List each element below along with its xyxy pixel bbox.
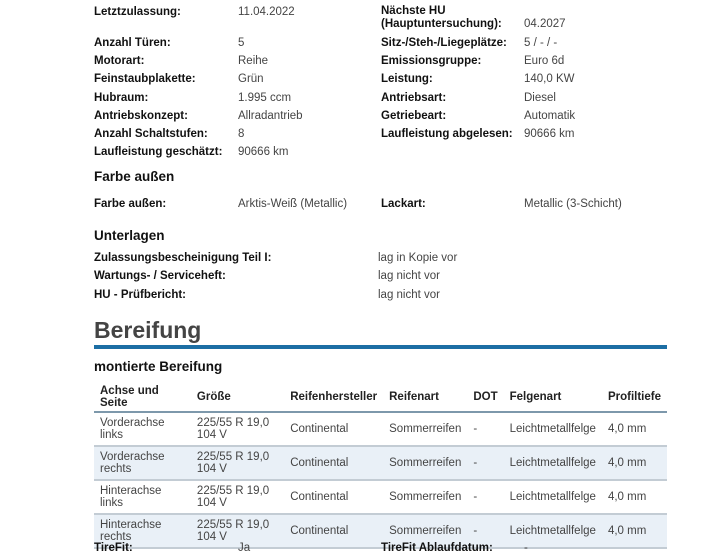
label-naechste-hu-2: (Hauptuntersuchung): xyxy=(381,18,502,30)
documents-heading: Unterlagen xyxy=(94,228,165,243)
tires-subheading: montierte Bereifung xyxy=(94,359,223,374)
label-lackart: Lackart: xyxy=(381,198,426,210)
cell-reifenart: Sommerreifen xyxy=(383,446,467,480)
label-anzahl-tueren: Anzahl Türen: xyxy=(94,37,171,49)
color-heading: Farbe außen xyxy=(94,169,175,184)
cell-felgenart: Leichtmetallfelge xyxy=(504,446,602,480)
label-zulassungsbescheinigung: Zulassungsbescheinigung Teil I: xyxy=(94,252,272,264)
cell-achse: Hinterachse rechts xyxy=(94,514,191,548)
cell-reifenart: Sommerreifen xyxy=(383,412,467,446)
table-header-row xyxy=(94,383,667,412)
col-dot: DOT xyxy=(467,383,503,412)
value-tirefit-ablaufdatum: - xyxy=(524,542,528,554)
cell-groesse: 225/55 R 19,0 104 V xyxy=(191,446,284,480)
value-anzahl-tueren: 5 xyxy=(238,37,245,49)
cell-hersteller: Continental xyxy=(284,480,383,514)
value-letztzulassung: 11.04.2022 xyxy=(238,6,295,18)
label-sitzplaetze: Sitz-/Steh-/Liegeplätze: xyxy=(381,37,507,49)
cell-dot: - xyxy=(467,446,503,480)
value-naechste-hu: 04.2027 xyxy=(524,18,566,30)
col-hersteller: Reifenhersteller xyxy=(284,383,383,412)
value-antriebskonzept: Allradantrieb xyxy=(238,110,303,122)
cell-achse: Vorderachse rechts xyxy=(94,446,191,480)
value-getriebeart: Automatik xyxy=(524,110,576,122)
label-tirefit: TireFit: xyxy=(94,542,133,554)
col-profiltiefe: Profiltiefe xyxy=(602,383,667,412)
cell-felgenart: Leichtmetallfelge xyxy=(504,514,602,548)
label-antriebsart: Antriebsart: xyxy=(381,92,447,104)
label-anzahl-schaltstufen: Anzahl Schaltstufen: xyxy=(94,128,208,140)
cell-achse: Vorderachse links xyxy=(94,412,191,446)
value-feinstaubplakette: Grün xyxy=(238,73,264,85)
cell-achse: Hinterachse links xyxy=(94,480,191,514)
value-zulassungsbescheinigung: lag in Kopie vor xyxy=(378,252,458,264)
cell-groesse: 225/55 R 19,0 104 V xyxy=(191,412,284,446)
label-hubraum: Hubraum: xyxy=(94,92,149,104)
label-laufleistung-geschaetzt: Laufleistung geschätzt: xyxy=(94,146,223,158)
cell-profiltiefe: 4,0 mm xyxy=(602,412,667,446)
value-serviceheft: lag nicht vor xyxy=(378,270,441,282)
cell-hersteller: Continental xyxy=(284,446,383,480)
value-farbe-aussen: Arktis-Weiß (Metallic) xyxy=(238,198,348,210)
cell-reifenart: Sommerreifen xyxy=(383,514,467,548)
label-antriebskonzept: Antriebskonzept: xyxy=(94,110,188,122)
label-motorart: Motorart: xyxy=(94,55,145,67)
value-leistung: 140,0 KW xyxy=(524,73,575,85)
label-getriebeart: Getriebeart: xyxy=(381,110,447,122)
value-lackart: Metallic (3-Schicht) xyxy=(524,198,622,210)
label-serviceheft: Wartungs- / Serviceheft: xyxy=(94,270,226,282)
value-sitzplaetze: 5 / - / - xyxy=(524,37,558,49)
section-rule xyxy=(94,345,667,349)
value-motorart: Reihe xyxy=(238,55,269,67)
value-anzahl-schaltstufen: 8 xyxy=(238,128,245,140)
cell-hersteller: Continental xyxy=(284,514,383,548)
col-achse: Achse und Seite xyxy=(94,383,191,412)
cell-dot: - xyxy=(467,412,503,446)
col-groesse: Größe xyxy=(191,383,284,412)
tires-table xyxy=(94,383,667,549)
tires-heading: Bereifung xyxy=(94,317,202,343)
cell-felgenart: Leichtmetallfelge xyxy=(504,480,602,514)
cell-dot: - xyxy=(467,480,503,514)
cell-dot: - xyxy=(467,514,503,548)
cell-reifenart: Sommerreifen xyxy=(383,480,467,514)
cell-profiltiefe: 4,0 mm xyxy=(602,446,667,480)
col-reifenart: Reifenart xyxy=(383,383,467,412)
value-laufleistung-geschaetzt: 90666 km xyxy=(238,146,289,158)
value-hu-pruefbericht: lag nicht vor xyxy=(378,289,441,301)
value-antriebsart: Diesel xyxy=(524,92,556,104)
label-feinstaubplakette: Feinstaubplakette: xyxy=(94,73,196,85)
label-leistung: Leistung: xyxy=(381,73,433,85)
cell-groesse: 225/55 R 19,0 104 V xyxy=(191,514,284,548)
value-emissionsgruppe: Euro 6d xyxy=(524,55,565,67)
cell-hersteller: Continental xyxy=(284,412,383,446)
label-letztzulassung: Letztzulassung: xyxy=(94,6,181,18)
label-tirefit-ablaufdatum: TireFit Ablaufdatum: xyxy=(381,542,493,554)
cell-felgenart: Leichtmetallfelge xyxy=(504,412,602,446)
cell-profiltiefe: 4,0 mm xyxy=(602,514,667,548)
label-naechste-hu: Nächste HU xyxy=(381,5,446,17)
table-row xyxy=(94,446,667,480)
label-farbe-aussen: Farbe außen: xyxy=(94,198,167,210)
label-laufleistung-abgelesen: Laufleistung abgelesen: xyxy=(381,128,513,140)
value-tirefit: Ja xyxy=(238,542,251,554)
table-row xyxy=(94,480,667,514)
cell-groesse: 225/55 R 19,0 104 V xyxy=(191,480,284,514)
col-felgenart: Felgenart xyxy=(504,383,602,412)
value-laufleistung-abgelesen: 90666 km xyxy=(524,128,575,140)
cell-profiltiefe: 4,0 mm xyxy=(602,480,667,514)
value-hubraum: 1.995 ccm xyxy=(238,92,292,104)
table-row xyxy=(94,412,667,446)
label-hu-pruefbericht: HU - Prüfbericht: xyxy=(94,289,186,301)
label-emissionsgruppe: Emissionsgruppe: xyxy=(381,55,482,67)
